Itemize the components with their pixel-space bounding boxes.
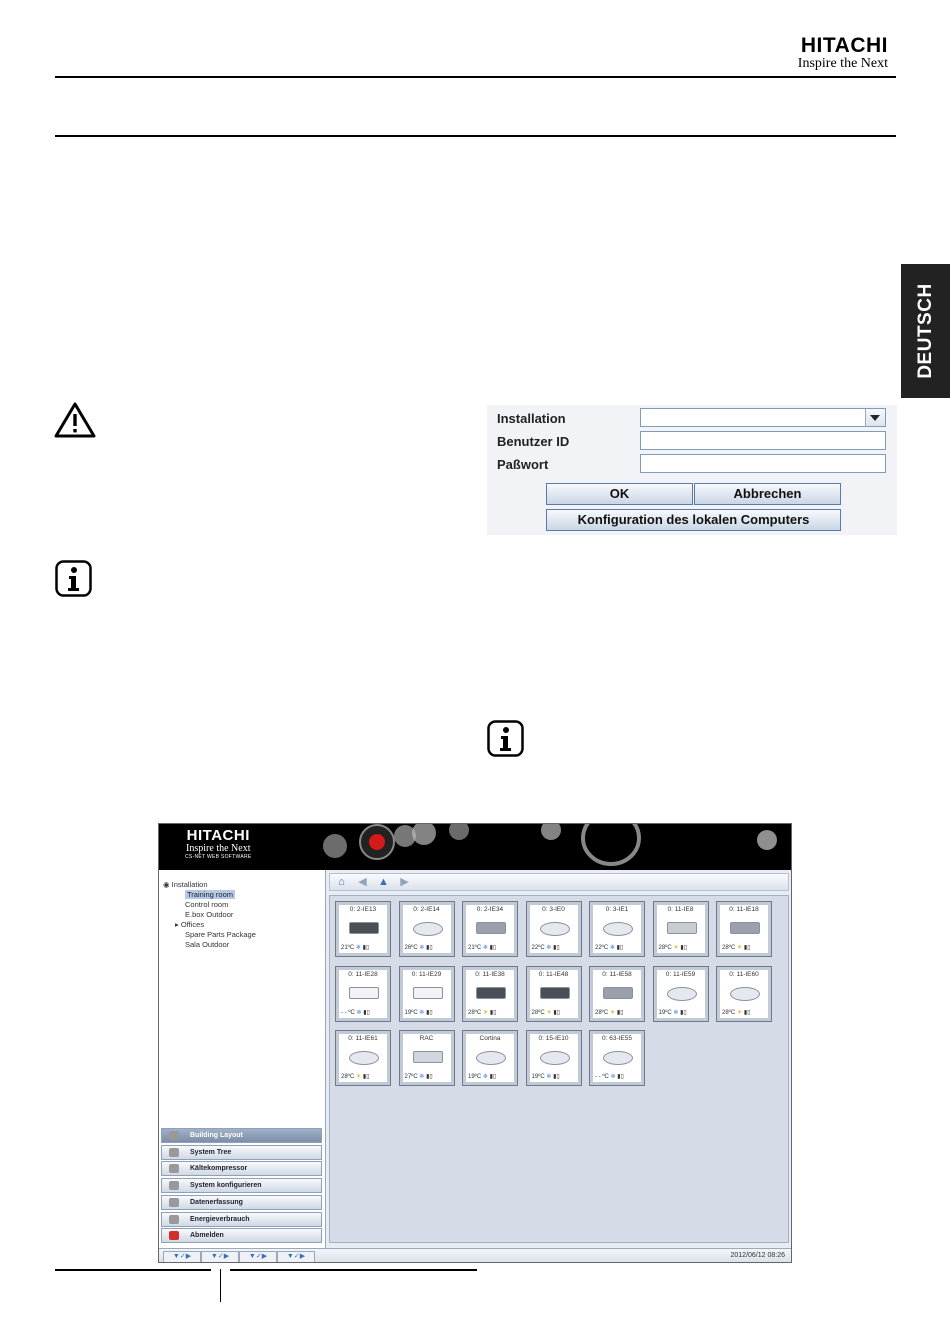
user-id-label: Benutzer ID [497, 434, 570, 449]
nav-item-label: System Tree [190, 1148, 232, 1156]
nav-item-label: Datenerfassung [190, 1198, 243, 1206]
cool-mode-icon: ❄ [354, 945, 361, 951]
unit-temperature: 28ºC [595, 1009, 609, 1016]
unit-name: 0: 63-IE55 [602, 1035, 632, 1042]
app-logo [185, 828, 252, 861]
unit-card[interactable] [463, 967, 517, 1021]
fan-speed-icon: ▮▯ [742, 1009, 751, 1016]
warning-icon [54, 402, 96, 438]
footer-rule-left [55, 1269, 211, 1271]
fan-speed-icon: ▮▯ [488, 1009, 497, 1016]
tree-item[interactable]: Spare Parts Package [185, 930, 256, 939]
unit-status [532, 944, 560, 951]
unit-temperature: 21ºC [341, 945, 355, 951]
unit-temperature: - - ºC [341, 1009, 355, 1016]
fan-speed-icon: ▮▯ [551, 1009, 561, 1016]
home-icon[interactable]: ⌂ [338, 876, 345, 888]
fan-speed-icon: ▮▯ [424, 1074, 433, 1080]
cassette-unit-icon [603, 1051, 633, 1065]
energy-icon [169, 1215, 179, 1224]
cool-mode-icon: ❄ [544, 1074, 552, 1080]
unit-status [405, 1009, 433, 1016]
footer-divider [220, 1269, 221, 1302]
unit-card[interactable] [590, 1031, 644, 1085]
nav-item-label: System konfigurieren [190, 1182, 262, 1190]
cool-mode-icon: ❄ [481, 1074, 488, 1080]
language-label: DEUTSCH [914, 283, 936, 379]
config-icon [169, 1181, 179, 1190]
fan-speed-icon: ▮▯ [361, 1009, 370, 1016]
compressor-icon [169, 1164, 179, 1173]
unit-card[interactable] [654, 902, 708, 956]
unit-card[interactable] [336, 967, 390, 1021]
unit-temperature: - - ºC [595, 1074, 609, 1080]
unit-temperature: 22ºC [531, 945, 545, 951]
installation-select[interactable] [640, 408, 886, 427]
duct-unit-icon [476, 987, 506, 999]
unit-status [659, 944, 688, 951]
language-tab [901, 264, 950, 398]
duct-unit-icon [349, 922, 379, 934]
unit-name: 0: 3-IE1 [605, 906, 629, 913]
fan-speed-icon: ▮▯ [360, 945, 370, 951]
cool-mode-icon: ❄ [544, 945, 552, 951]
tree-item[interactable]: Training room [187, 890, 233, 899]
tree-item[interactable]: Sala Outdoor [185, 940, 230, 949]
heat-mode-icon: ☀ [544, 1009, 552, 1016]
nav-item[interactable] [161, 1228, 322, 1243]
unit-card[interactable] [590, 902, 644, 956]
app-product: CS-NET WEB SOFTWARE [185, 854, 252, 860]
unit-temperature: 27ºC [404, 1074, 418, 1080]
cool-mode-icon: ❄ [417, 1009, 425, 1016]
nav-item-label: Kältekompressor [190, 1165, 248, 1173]
unit-temperature: 19ºC [658, 1009, 672, 1016]
tree-group[interactable]: ▸ Offices [175, 920, 205, 929]
rac-unit-icon [413, 1051, 443, 1063]
unit-status [341, 944, 369, 951]
unit-status [468, 1073, 496, 1080]
nav-item[interactable] [161, 1145, 322, 1160]
unit-status [722, 1009, 751, 1016]
unit-card[interactable] [590, 967, 644, 1021]
nav-item-label: Abmelden [190, 1232, 224, 1240]
unit-name: 0: 11-IE28 [348, 970, 378, 978]
heat-mode-icon: ☀ [481, 1009, 489, 1016]
forward-arrow-icon[interactable]: ▶ [400, 876, 409, 888]
cool-mode-icon: ❄ [354, 1009, 362, 1016]
ceiling-unit-icon [476, 922, 506, 934]
unit-card[interactable] [463, 902, 517, 956]
nav-item-label: Energieverbrauch [190, 1215, 250, 1223]
unit-name: 0: 11-IE60 [729, 970, 759, 978]
app-sidebar [159, 870, 326, 1248]
unit-card[interactable] [400, 902, 454, 956]
unit-grid [329, 895, 789, 1243]
cancel-button[interactable]: Abbrechen [694, 483, 841, 505]
tree-root[interactable]: ◉ Installation [163, 880, 208, 889]
unit-temperature: 19ºC [531, 1074, 545, 1080]
unit-card[interactable] [717, 902, 771, 956]
status-datetime: 2012/06/12 08:26 [730, 1252, 785, 1259]
unit-status [722, 944, 751, 951]
app-header [159, 824, 792, 870]
info-icon [487, 720, 524, 757]
unit-name: 0: 2-IE14 [413, 906, 440, 913]
app-tagline: Inspire the Next [186, 843, 251, 854]
unit-temperature: 22ºC [595, 945, 609, 951]
cassette-unit-icon [413, 922, 443, 936]
fan-speed-icon: ▮▯ [424, 1009, 433, 1016]
fan-speed-icon: ▮▯ [678, 1009, 687, 1016]
heat-mode-icon: ☀ [354, 1074, 362, 1080]
app-main [327, 870, 792, 1248]
cassette-unit-icon [349, 1051, 379, 1065]
tree-item[interactable]: Control room [185, 900, 229, 909]
nav-item[interactable] [161, 1212, 322, 1227]
unit-temperature: 28ºC [722, 1009, 736, 1016]
header-rule [55, 76, 896, 78]
cool-mode-icon: ❄ [608, 945, 615, 951]
cassette-unit-icon [540, 922, 570, 936]
unit-temperature: 28ºC [531, 1009, 545, 1016]
unit-name: 0: 11-IE38 [475, 970, 505, 978]
unit-name: 0: 15-IE10 [538, 1035, 569, 1042]
cassette-unit-icon [540, 1051, 570, 1065]
cassette-unit-icon [667, 987, 697, 1001]
unit-name: 0: 11-IE29 [411, 970, 442, 978]
unit-card[interactable] [463, 1031, 517, 1085]
unit-name: 0: 11-IE18 [729, 906, 759, 913]
cool-mode-icon: ❄ [417, 945, 425, 951]
unit-name: 0: 11-IE58 [602, 970, 632, 978]
unit-card[interactable] [527, 967, 581, 1021]
header-decoration [319, 824, 792, 870]
nav-item-label: Building Layout [190, 1132, 243, 1139]
back-arrow-icon[interactable]: ◀ [358, 876, 367, 888]
unit-card[interactable] [527, 902, 581, 956]
unit-card[interactable] [400, 967, 454, 1021]
unit-temperature: 26ºC [404, 945, 418, 951]
unit-status [405, 944, 433, 951]
up-arrow-icon[interactable]: ▲ [378, 876, 389, 888]
unit-status [341, 1009, 370, 1016]
unit-card[interactable] [527, 1031, 581, 1085]
unit-name: 0: 11-IE8 [667, 906, 694, 913]
fan-speed-icon: ▮▯ [551, 1074, 560, 1080]
fan-speed-icon: ▮▯ [487, 945, 497, 951]
ceiling-unit-icon [603, 987, 633, 999]
unit-card[interactable] [400, 1031, 454, 1085]
status-indicator[interactable]: ▼✓▶ [163, 1251, 201, 1263]
brand-tagline: Inspire the Next [797, 56, 888, 71]
cool-mode-icon: ❄ [417, 1074, 425, 1080]
tree-icon [169, 1148, 179, 1157]
password-input[interactable] [640, 454, 886, 473]
cs-net-screenshot [158, 823, 792, 1263]
info-icon [55, 560, 92, 597]
brand-name: HITACHI [800, 34, 888, 57]
status-indicator[interactable]: ▼✓▶ [201, 1251, 239, 1263]
unit-status [659, 1009, 687, 1016]
unit-temperature: 28ºC [341, 1074, 355, 1080]
ok-button[interactable]: OK [546, 483, 693, 505]
user-id-input[interactable] [640, 431, 886, 450]
floor-unit-icon [667, 922, 697, 934]
cassette-unit-icon [730, 987, 760, 1001]
heat-mode-icon: ☀ [735, 1009, 743, 1016]
cool-mode-icon: ❄ [671, 1009, 679, 1016]
unit-name: 0: 2-IE13 [349, 906, 377, 913]
fan-speed-icon: ▮▯ [614, 945, 624, 951]
unit-status [595, 1073, 624, 1080]
unit-temperature: 28ºC [468, 1009, 482, 1016]
unit-name: 0: 11-IE59 [665, 970, 696, 978]
unit-status [532, 1073, 560, 1080]
building-icon [169, 1131, 179, 1140]
app-brand: HITACHI [186, 827, 250, 844]
unit-name: 0: 11-IE61 [348, 1035, 378, 1042]
fan-speed-icon: ▮▯ [678, 945, 688, 951]
data-icon [169, 1198, 179, 1207]
unit-status [405, 1073, 433, 1080]
unit-name: 0: 11-IE48 [538, 970, 569, 978]
fan-speed-icon: ▮▯ [615, 1009, 624, 1016]
wall-unit-icon [349, 987, 379, 999]
unit-status [595, 944, 623, 951]
unit-temperature: 28ºC [722, 945, 736, 951]
status-bar [159, 1248, 792, 1263]
status-indicator[interactable]: ▼✓▶ [277, 1251, 315, 1263]
cassette-unit-icon [476, 1051, 506, 1065]
footer-rule-right [230, 1269, 477, 1271]
unit-card[interactable] [336, 902, 390, 956]
chevron-down-icon[interactable] [865, 409, 885, 426]
system-tree [163, 880, 256, 950]
fan-speed-icon: ▮▯ [615, 1074, 624, 1080]
unit-temperature: 19ºC [404, 1009, 418, 1016]
fan-speed-icon: ▮▯ [361, 1074, 370, 1080]
tree-item[interactable]: E.box Outdoor [185, 910, 234, 919]
duct-unit-icon [540, 987, 570, 999]
nav-item[interactable] [161, 1178, 322, 1193]
unit-name: 0: 2-IE34 [476, 906, 504, 913]
hitachi-logo [798, 36, 888, 72]
unit-card[interactable] [717, 967, 771, 1021]
heat-mode-icon: ☀ [671, 945, 679, 951]
installation-label: Installation [497, 411, 566, 426]
section-rule [55, 135, 896, 137]
unit-status [468, 944, 496, 951]
password-label: Paßwort [497, 457, 549, 472]
nav-item[interactable] [161, 1195, 322, 1210]
cool-mode-icon: ❄ [608, 1074, 616, 1080]
unit-temperature: 19ºC [468, 1074, 482, 1080]
cool-mode-icon: ❄ [481, 945, 488, 951]
unit-temperature: 28ºC [658, 945, 672, 951]
ceiling-unit-icon [730, 922, 760, 934]
unit-temperature: 21ºC [468, 945, 482, 951]
local-config-button[interactable]: Konfiguration des lokalen Computers [546, 509, 841, 531]
unit-status [595, 1009, 624, 1016]
cassette-unit-icon [603, 922, 633, 936]
unit-status [468, 1009, 497, 1016]
nav-toolbar [329, 873, 789, 891]
logout-icon [169, 1231, 179, 1240]
heat-mode-icon: ☀ [608, 1009, 616, 1016]
status-indicator[interactable]: ▼✓▶ [239, 1251, 277, 1263]
heat-mode-icon: ☀ [735, 945, 743, 951]
unit-name: 0: 3-IE0 [542, 906, 565, 913]
fan-speed-icon: ▮▯ [487, 1074, 497, 1080]
nav-item[interactable] [161, 1161, 322, 1176]
unit-status [532, 1009, 561, 1016]
nav-item[interactable] [161, 1128, 322, 1143]
fan-speed-icon: ▮▯ [551, 945, 560, 951]
unit-card[interactable] [654, 967, 708, 1021]
wall-unit-icon [413, 987, 443, 999]
login-panel [487, 405, 897, 535]
unit-name: Cortina [479, 1035, 501, 1042]
fan-speed-icon: ▮▯ [424, 945, 433, 951]
unit-card[interactable] [336, 1031, 390, 1085]
fan-speed-icon: ▮▯ [742, 945, 751, 951]
unit-name: RAC [419, 1035, 434, 1042]
unit-status [341, 1073, 370, 1080]
